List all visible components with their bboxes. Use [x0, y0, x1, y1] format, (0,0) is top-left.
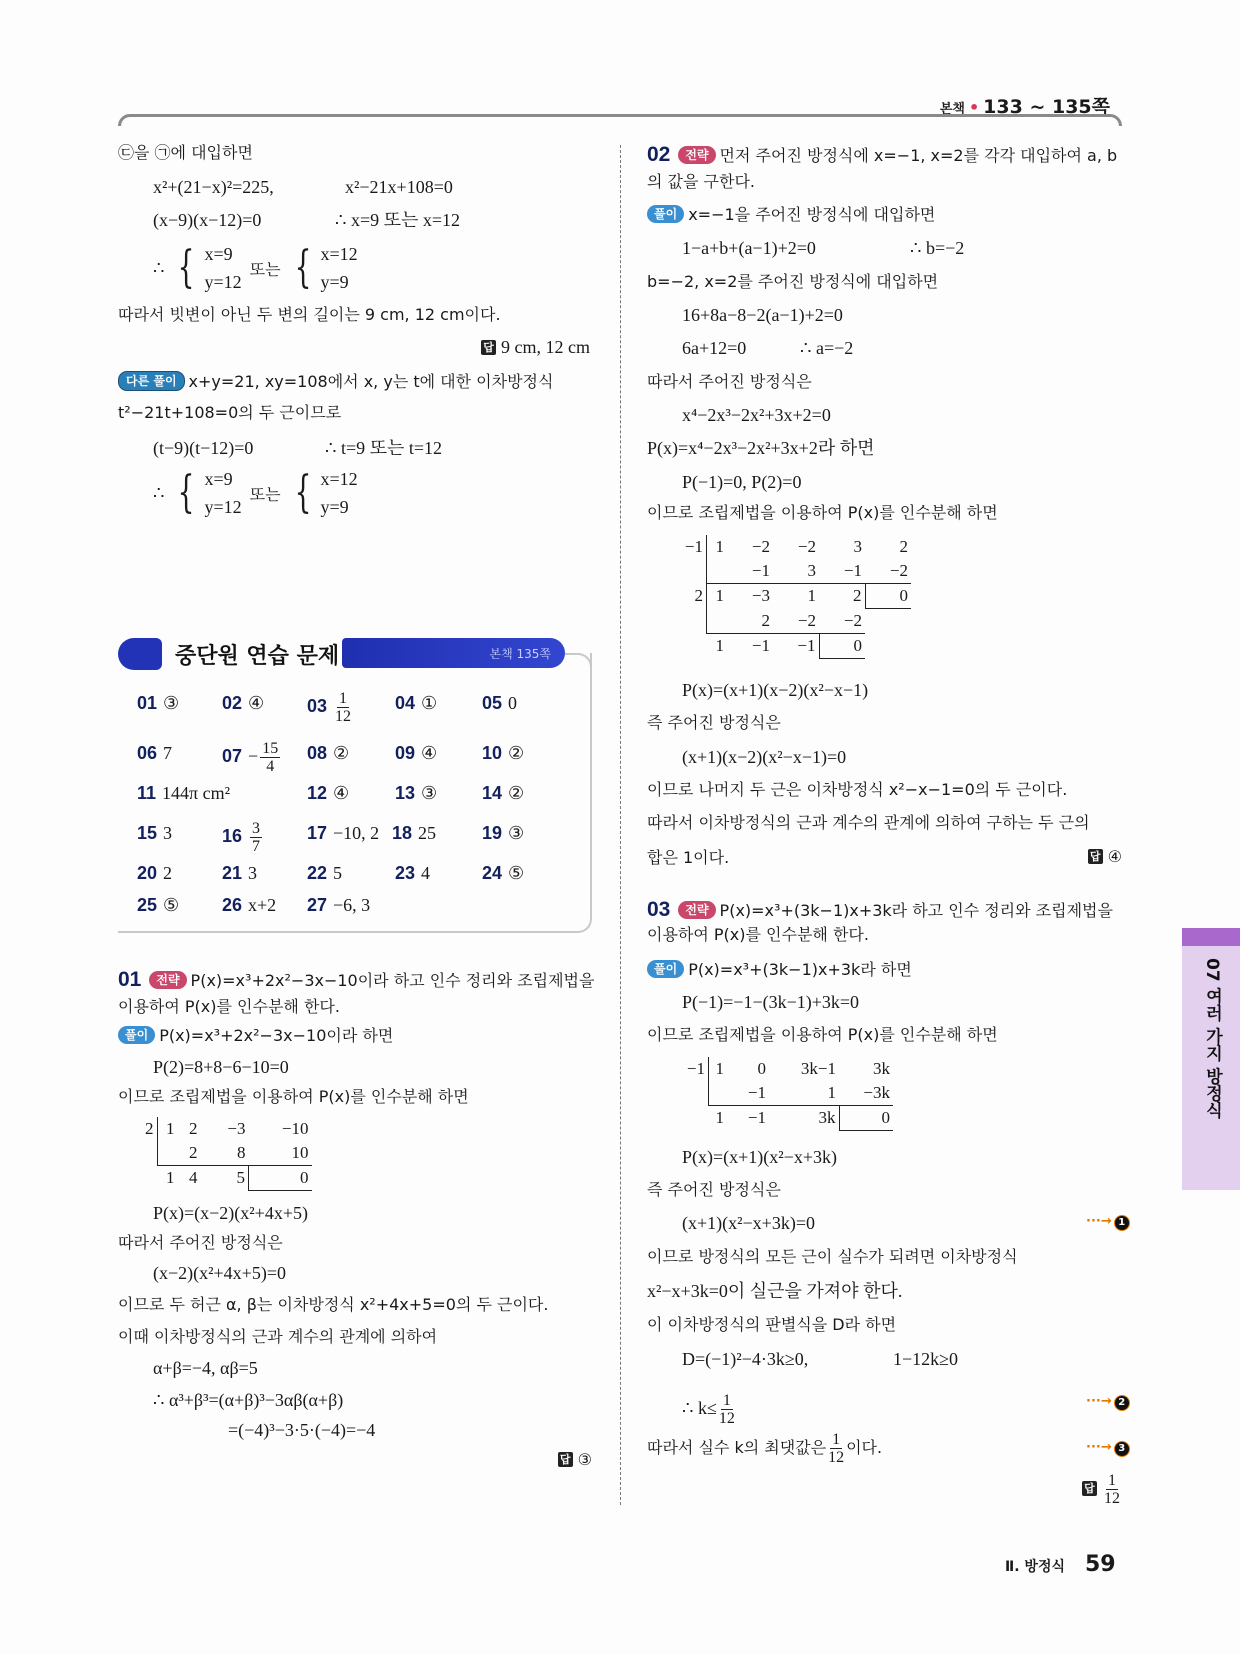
brace: { — [178, 242, 195, 293]
cell: −3k — [863, 1083, 890, 1102]
eq: y=9 — [320, 272, 349, 292]
answer-mark: 답 — [1082, 1481, 1097, 1496]
math-line: P(x)=x⁴−2x³−2x²+3x+2라 하면 — [647, 438, 875, 458]
cell: 1 — [166, 1119, 175, 1138]
answer — [481, 337, 590, 358]
synthetic-division-table — [142, 1117, 312, 1191]
math-line: =(−4)³−3·5·(−4)=−4 — [228, 1420, 376, 1440]
review-answer-item — [395, 690, 437, 716]
text-line — [647, 1430, 882, 1466]
denominator: 12 — [718, 1410, 735, 1428]
math-line: P(x)=(x+1)(x−2)(x²−x−1) — [682, 680, 869, 700]
review-answer-item — [137, 780, 230, 806]
cell: 2 — [761, 610, 770, 630]
item-number: 22 — [307, 863, 328, 883]
step-number: 1 — [1114, 1215, 1130, 1231]
text: x=−1을 주어진 방정식에 대입하면 — [688, 205, 936, 224]
review-answer-item — [222, 820, 264, 855]
item-number: 13 — [395, 783, 416, 803]
cell — [707, 559, 728, 584]
review-answer-item — [482, 820, 524, 846]
cell: −1 — [727, 633, 773, 658]
text: P(x)=x³+2x²−3x−10이라 하고 인수 정리와 조립제법을 — [190, 971, 595, 990]
cell: −1 — [751, 561, 770, 580]
numerator: 1 — [1108, 1472, 1116, 1489]
math-line: x²−21x+108=0 — [345, 177, 453, 197]
item-answer: 7 — [163, 743, 173, 763]
item-number: 09 — [395, 743, 416, 763]
denominator: 4 — [266, 758, 275, 775]
review-answer-item — [392, 820, 436, 846]
cell: −10 — [281, 1119, 309, 1138]
text-line: 이므로 두 허근 α, β는 이차방정식 x²+4x+5=0의 두 근이다. — [118, 1295, 549, 1314]
bullet: • — [968, 98, 980, 117]
step-number: 2 — [1114, 1395, 1130, 1411]
step-marker-2 — [1086, 1394, 1130, 1411]
item-answer: ② — [333, 743, 350, 763]
column-divider — [620, 145, 621, 1505]
synthetic-division-table — [672, 535, 911, 659]
numerator: 15 — [262, 740, 279, 757]
math-line: ∴ b=−2 — [910, 238, 965, 258]
or-label: 또는 — [249, 484, 281, 504]
tab-stripe — [1182, 928, 1240, 946]
item-answer: ② — [508, 743, 525, 763]
strategy-badge: 전략 — [149, 971, 186, 989]
cell: 8 — [237, 1143, 246, 1162]
cell: −3 — [227, 1119, 246, 1138]
divisor: 2 — [142, 1117, 157, 1141]
review-answer-item — [137, 690, 179, 716]
item-answer: x+2 — [248, 895, 277, 915]
text-line: 즉 주어진 방정식은 — [647, 1180, 781, 1199]
cell — [707, 609, 728, 634]
cell: 3 — [853, 537, 862, 556]
cell: −2 — [889, 561, 908, 580]
item-number: 10 — [482, 743, 503, 763]
cell: 3 — [807, 561, 816, 580]
math-line: α+β=−4, αβ=5 — [153, 1358, 258, 1378]
strategy-badge: 전략 — [678, 901, 715, 919]
item-number: 16 — [222, 826, 243, 846]
eq: y=12 — [204, 497, 242, 517]
item-number: 23 — [395, 863, 416, 883]
review-answer-item — [395, 740, 437, 766]
denominator: 12 — [1104, 1490, 1120, 1507]
item-number: 12 — [307, 783, 328, 803]
cell: 2 — [819, 584, 865, 609]
item-answer: 25 — [418, 823, 437, 843]
solution-badge: 풀이 — [647, 205, 684, 223]
numerator: 1 — [339, 690, 348, 707]
math-line: 1−a+b+(a−1)+2=0 — [682, 238, 816, 258]
solution-badge: 풀이 — [647, 960, 684, 978]
item-number: 15 — [137, 823, 158, 843]
item-number: 20 — [137, 863, 158, 883]
eq: x=9 — [204, 244, 233, 264]
text-line: 합은 1이다. — [647, 848, 730, 867]
title-marker — [118, 638, 162, 670]
text-line: 따라서 이차방정식의 근과 계수의 관계에 의하여 구하는 두 근의 — [647, 813, 1090, 832]
review-answer-item — [482, 780, 524, 806]
math-line: P(x)=(x−2)(x²+4x+5) — [153, 1203, 308, 1223]
item-number: 05 — [482, 693, 503, 713]
numerator: 1 — [832, 1431, 841, 1448]
item-number: 26 — [222, 895, 243, 915]
review-answer-item — [307, 740, 349, 766]
synthetic-division-table — [680, 1057, 893, 1131]
text-line: 이용하여 P(x)를 인수분해 한다. — [647, 925, 869, 944]
therefore-symbol: ∴ — [153, 482, 165, 503]
review-answer-item — [482, 740, 524, 766]
cell: 0 — [757, 1059, 766, 1078]
system-of-equations — [153, 240, 358, 296]
answer-mark: 답 — [1088, 849, 1103, 864]
step-number: 3 — [1114, 1441, 1130, 1457]
math-line: (t−9)(t−12)=0 — [153, 438, 254, 458]
item-answer: ⑤ — [508, 863, 525, 883]
cell: 3k−1 — [800, 1059, 836, 1078]
text-line: 이므로 조립제법을 이용하여 P(x)를 인수분해 하면 — [647, 1025, 998, 1044]
math-line: P(−1)=−1−(3k−1)+3k=0 — [682, 992, 860, 1012]
item-number: 11 — [137, 783, 157, 803]
system-of-equations — [153, 465, 358, 521]
remainder: 0 — [819, 633, 865, 658]
answer — [1088, 847, 1122, 866]
text-line: b=−2, x=2를 주어진 방정식에 대입하면 — [647, 272, 939, 291]
fraction — [1104, 1472, 1120, 1507]
review-answer-item — [137, 892, 179, 918]
math-line: x²−x+3k=0이 실근을 가져야 한다. — [647, 1281, 903, 1301]
item-answer: ④ — [421, 743, 438, 763]
text-line: 이므로 나머지 두 근은 이차방정식 x²−x−1=0의 두 근이다. — [647, 780, 1068, 799]
answer-mark: 답 — [481, 340, 496, 355]
page-ref-bar — [342, 638, 565, 668]
review-answer-item — [482, 690, 517, 716]
item-number: 08 — [307, 743, 328, 763]
step-marker-3 — [1086, 1440, 1130, 1457]
item-answer: − — [248, 746, 259, 766]
solution-line — [118, 1025, 393, 1047]
cell: 3k — [873, 1059, 890, 1078]
item-number: 17 — [307, 823, 328, 843]
cell: −2 — [751, 537, 770, 556]
text-line: ㉢을 ㉠에 대입하면 — [118, 143, 253, 162]
fraction — [260, 740, 280, 775]
math-line: P(2)=8+8−6−10=0 — [153, 1057, 289, 1077]
numerator: 1 — [722, 1392, 731, 1410]
step-marker-1 — [1086, 1214, 1130, 1231]
math-line: (x+1)(x−2)(x²−x−1)=0 — [682, 747, 847, 767]
solution-badge: 풀이 — [118, 1026, 155, 1044]
item-answer: ⑤ — [163, 895, 180, 915]
text: P(x)=x³+(3k−1)x+3k라 하고 인수 정리와 조립제법을 — [719, 901, 1113, 920]
item-answer: −6, 3 — [333, 895, 371, 915]
remainder: 0 — [865, 584, 911, 609]
eq: y=12 — [204, 272, 242, 292]
problem-number: 03 — [647, 898, 671, 921]
text-line: t²−21t+108=0의 두 근이므로 — [118, 403, 342, 422]
text-line: 따라서 빗변이 아닌 두 변의 길이는 9 cm, 12 cm이다. — [118, 305, 501, 324]
math-line: x⁴−2x³−2x²+3x+2=0 — [682, 405, 831, 425]
arrow: ···→ — [1086, 1394, 1112, 1409]
denominator: 12 — [335, 708, 352, 725]
math-line: 1−12k≥0 — [893, 1349, 959, 1369]
numerator: 3 — [252, 820, 261, 837]
cell: 1 — [773, 584, 819, 609]
item-number: 21 — [222, 863, 243, 883]
divisor: −1 — [680, 1057, 709, 1081]
fraction — [335, 690, 351, 725]
item-number: 25 — [137, 895, 158, 915]
chapter-side-tab[interactable] — [1182, 928, 1240, 1190]
math-line: D=(−1)²−4·3k≥0, — [682, 1349, 809, 1369]
top-rule — [118, 114, 1122, 126]
cell: 1 — [715, 537, 724, 556]
item-answer: −10, 2 — [333, 823, 380, 843]
cell: 1 — [709, 1106, 728, 1131]
remainder: 0 — [249, 1166, 312, 1191]
denominator: 7 — [252, 838, 261, 855]
text-line: 이용하여 P(x)를 인수분해 한다. — [118, 997, 340, 1016]
item-number: 24 — [482, 863, 503, 883]
math-line: (x−9)(x−12)=0 — [153, 210, 262, 230]
eq: x=9 — [204, 469, 233, 489]
problem-03-strategy — [647, 899, 1113, 921]
item-answer: ① — [421, 693, 438, 713]
cell: 2 — [189, 1143, 198, 1162]
cell: −3 — [727, 584, 773, 609]
item-number: 19 — [482, 823, 503, 843]
answer-value: ③ — [577, 1450, 592, 1469]
review-answer-item — [137, 860, 172, 886]
item-answer: 5 — [333, 863, 343, 883]
or-label: 또는 — [249, 259, 281, 279]
problem-01-strategy — [118, 969, 594, 991]
review-answer-item — [307, 820, 379, 846]
math-line: 6a+12=0 — [682, 338, 747, 358]
item-number: 06 — [137, 743, 158, 763]
problem-02-strategy — [647, 144, 1117, 166]
math-line: 16+8a−8−2(a−1)+2=0 — [682, 305, 843, 325]
text: 먼저 주어진 방정식에 x=−1, x=2를 각각 대입하여 a, b — [719, 146, 1118, 165]
item-answer: 3 — [163, 823, 173, 843]
math-line: ∴ t=9 또는 t=12 — [325, 438, 443, 458]
item-number: 01 — [137, 693, 158, 713]
cell: 4 — [178, 1166, 201, 1191]
review-answer-item — [395, 860, 430, 886]
review-answer-item — [222, 892, 276, 918]
item-number: 27 — [307, 895, 328, 915]
remainder: 0 — [839, 1106, 893, 1131]
page-ref: 본책 135쪽 — [489, 647, 551, 661]
text: P(x)=x³+(3k−1)x+3k라 하면 — [688, 960, 912, 979]
item-answer: 144π cm² — [162, 783, 231, 803]
text-line: 이므로 조립제법을 이용하여 P(x)를 인수분해 하면 — [118, 1087, 469, 1106]
math-line: P(x)=(x+1)(x²−x+3k) — [682, 1147, 837, 1167]
item-answer: 2 — [163, 863, 173, 883]
arrow: ···→ — [1086, 1440, 1112, 1455]
text-line: 의 값을 구한다. — [647, 172, 755, 191]
cell: −1 — [747, 1083, 766, 1102]
cell: −2 — [797, 610, 816, 630]
cell: 3k — [769, 1106, 839, 1131]
item-answer: ④ — [248, 693, 265, 713]
problem-number: 01 — [118, 968, 142, 991]
review-answer-item — [137, 740, 172, 766]
review-answer-item — [307, 892, 370, 918]
review-answer-item — [222, 740, 282, 775]
page-number: 59 — [1085, 1552, 1116, 1577]
item-answer: ③ — [508, 823, 525, 843]
text: ∴ k≤ — [682, 1398, 717, 1418]
text-line: 따라서 주어진 방정식은 — [647, 372, 812, 391]
cell: −1 — [843, 561, 862, 580]
answer — [558, 1450, 592, 1469]
text: 따라서 실수 k의 최댓값은 — [647, 1438, 827, 1457]
divisor: 2 — [672, 584, 707, 609]
cell: 10 — [291, 1143, 309, 1162]
review-answer-item — [222, 860, 257, 886]
answer — [1082, 1472, 1122, 1507]
cell: −1 — [773, 633, 819, 658]
math-line: x²+(21−x)²=225, — [153, 177, 274, 197]
strategy-badge: 전략 — [678, 146, 715, 164]
review-answer-item — [137, 820, 172, 846]
item-answer: ③ — [421, 783, 438, 803]
cell: 1 — [707, 633, 728, 658]
item-number: 18 — [392, 823, 413, 843]
cell: 1 — [715, 1059, 724, 1078]
review-answer-item — [307, 690, 353, 725]
eq: x=12 — [320, 244, 358, 264]
review-title: 중단원 연습 문제 — [175, 644, 340, 669]
solution-line — [647, 959, 912, 981]
math-line — [682, 1390, 737, 1426]
item-number: 02 — [222, 693, 243, 713]
denominator: 12 — [828, 1449, 845, 1466]
math-line: P(−1)=0, P(2)=0 — [682, 472, 802, 492]
cell — [709, 1081, 728, 1106]
item-number: 04 — [395, 693, 416, 713]
footer-chapter: Ⅱ. 방정식 — [1005, 1559, 1065, 1575]
text-line: 이 이차방정식의 판별식을 D라 하면 — [647, 1315, 897, 1334]
answer-mark: 답 — [558, 1452, 573, 1467]
eq: y=9 — [320, 497, 349, 517]
cell: 2 — [899, 537, 908, 556]
alt-solution-line — [118, 371, 553, 393]
review-answer-item — [307, 860, 342, 886]
cell: 5 — [201, 1166, 249, 1191]
math-line: ∴ x=9 또는 x=12 — [335, 210, 461, 230]
item-answer: 4 — [421, 863, 431, 883]
item-answer: ② — [508, 783, 525, 803]
math-line: ∴ α³+β³=(α+β)³−3αβ(α+β) — [153, 1390, 344, 1410]
review-answer-item — [222, 690, 264, 716]
item-number: 03 — [307, 696, 328, 716]
item-answer: ③ — [163, 693, 180, 713]
fraction — [250, 820, 262, 855]
divisor: −1 — [672, 535, 707, 559]
brace: { — [294, 467, 311, 518]
item-number: 14 — [482, 783, 503, 803]
cell: −1 — [727, 1106, 769, 1131]
cell: −2 — [843, 610, 862, 630]
text: 이다. — [846, 1438, 883, 1457]
math-line: (x+1)(x²−x+3k)=0 — [682, 1213, 815, 1233]
cell: −2 — [797, 537, 816, 556]
text: P(x)=x³+2x²−3x−10이라 하면 — [159, 1026, 394, 1045]
answer-value: ④ — [1107, 847, 1122, 866]
review-answer-item — [395, 780, 437, 806]
text-line: 즉 주어진 방정식은 — [647, 713, 781, 732]
item-answer: 3 — [248, 863, 258, 883]
cell: 1 — [827, 1083, 836, 1102]
review-answer-item — [307, 780, 349, 806]
cell — [157, 1141, 178, 1166]
review-answer-item — [482, 860, 524, 886]
alt-solution-badge: 다른 풀이 — [118, 371, 185, 391]
solution-line — [647, 204, 935, 226]
brace: { — [178, 467, 195, 518]
item-answer: ④ — [333, 783, 350, 803]
item-answer: 0 — [508, 693, 518, 713]
cell: 1 — [157, 1166, 178, 1191]
answer-value: 9 cm, 12 cm — [501, 337, 590, 357]
text-line: 이때 이차방정식의 근과 계수의 관계에 의하여 — [118, 1327, 438, 1346]
item-number: 07 — [222, 746, 243, 766]
eq: x=12 — [320, 469, 358, 489]
text-line: 이므로 조립제법을 이용하여 P(x)를 인수분해 하면 — [647, 503, 998, 522]
chapter-label: 07 여러 가지 방정식 — [1202, 958, 1222, 1119]
cell: 2 — [189, 1119, 198, 1138]
fraction — [828, 1431, 844, 1466]
page-range: 133 ~ 135쪽 — [983, 96, 1110, 118]
text: x+y=21, xy=108에서 x, y는 t에 대한 이차방정식 — [188, 372, 554, 391]
text-line: 따라서 주어진 방정식은 — [118, 1233, 283, 1252]
problem-number: 02 — [647, 143, 671, 166]
text-line: 이므로 방정식의 모든 근이 실수가 되려면 이차방정식 — [647, 1247, 1018, 1266]
math-line: (x−2)(x²+4x+5)=0 — [153, 1263, 286, 1283]
fraction — [719, 1392, 735, 1427]
brace: { — [294, 242, 311, 293]
therefore-symbol: ∴ — [153, 257, 165, 278]
cell: 1 — [707, 584, 728, 609]
math-line: ∴ a=−2 — [800, 338, 854, 358]
book-label: 본책 — [939, 102, 965, 117]
arrow: ···→ — [1086, 1214, 1112, 1229]
